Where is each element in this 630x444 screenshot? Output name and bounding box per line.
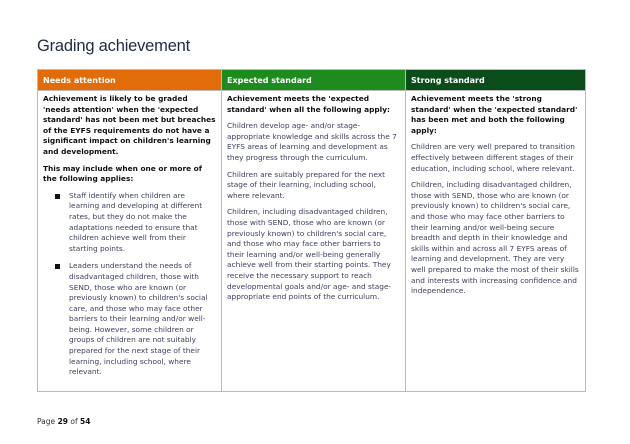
header-strong-standard: Strong standard (406, 70, 586, 91)
paragraph: Children are very well prepared to transition effectively between different stages of their education, including school, where relevant. (411, 142, 575, 173)
of-label: of (70, 417, 78, 426)
page-title: Grading achievement (37, 37, 191, 55)
needs-attention-lead: Achievement is likely to be graded 'needs attention' when the 'expected standard' has not been met but breaches of the EYFS requirements do not have a significant impact on children's learning and development. (43, 94, 216, 156)
current-page: 29 (57, 417, 68, 426)
paragraph: Children, including disadvantaged children, those with SEND, those who are known (or previously known) to children's social care, and those who may face other barriers to their learning and/or well-being secure breadth and depth in their knowledge and skills within and across all 7 EYFS areas of learning and development. They are very well prepared to make the most of their skills and interests with increasing confidence and independence. (411, 180, 579, 296)
list-item-text: Leaders understand the needs of disadvantaged children, those with SEND, those who are known (or previously known) to children's social care, and those who may face other barriers to their learning and/or well-being. However, some children or groups of children are not suitably prepared for the next stage of their learning, including school, where relevant. (69, 261, 208, 377)
paragraph: Children are suitably prepared for the next stage of their learning, including school, where relevant. (227, 169, 386, 200)
strong-lead: Achievement meets the 'strong standard' when the 'expected standard' has been met and both the following apply: (411, 94, 578, 135)
needs-attention-list (43, 191, 216, 378)
strong-standard-cell (406, 91, 586, 392)
list-item-text: Staff identify when children are learning and developing at different rates, but they do not make the adaptations needed to ensure that children achieve well from their starting points. (69, 190, 203, 253)
expected-lead: Achievement meets the 'expected standard' when all the following apply: (227, 94, 390, 114)
paragraph: Children develop age- and/or stage-appropriate knowledge and skills across the 7 EYFS areas of learning and development as they progress through the curriculum. (227, 121, 397, 162)
square-bullet-icon (55, 264, 60, 269)
paragraph: Children, including disadvantaged children, those with SEND, those who are known (or previously known) to children's social care, and those who may face other barriers to their learning and/or well-being generally achieve well from their starting points. They receive the necessary support to reach developmental goals and/or age- and stage-appropriate end points of the curriculum. (227, 207, 392, 302)
page-label: Page (37, 417, 56, 426)
expected-standard-cell (222, 91, 406, 392)
needs-attention-lead2: This may include when one or more of the following applies: (43, 163, 202, 184)
grading-table (37, 69, 586, 392)
header-needs-attention: Needs attention (38, 70, 222, 91)
content-row (38, 91, 586, 392)
header-expected-standard: Expected standard (222, 70, 406, 91)
header-row (38, 70, 586, 91)
square-bullet-icon (55, 194, 60, 199)
list-item (53, 191, 216, 255)
page-number (37, 417, 90, 426)
needs-attention-cell (38, 91, 222, 392)
list-item (53, 261, 216, 378)
total-pages: 54 (80, 417, 91, 426)
